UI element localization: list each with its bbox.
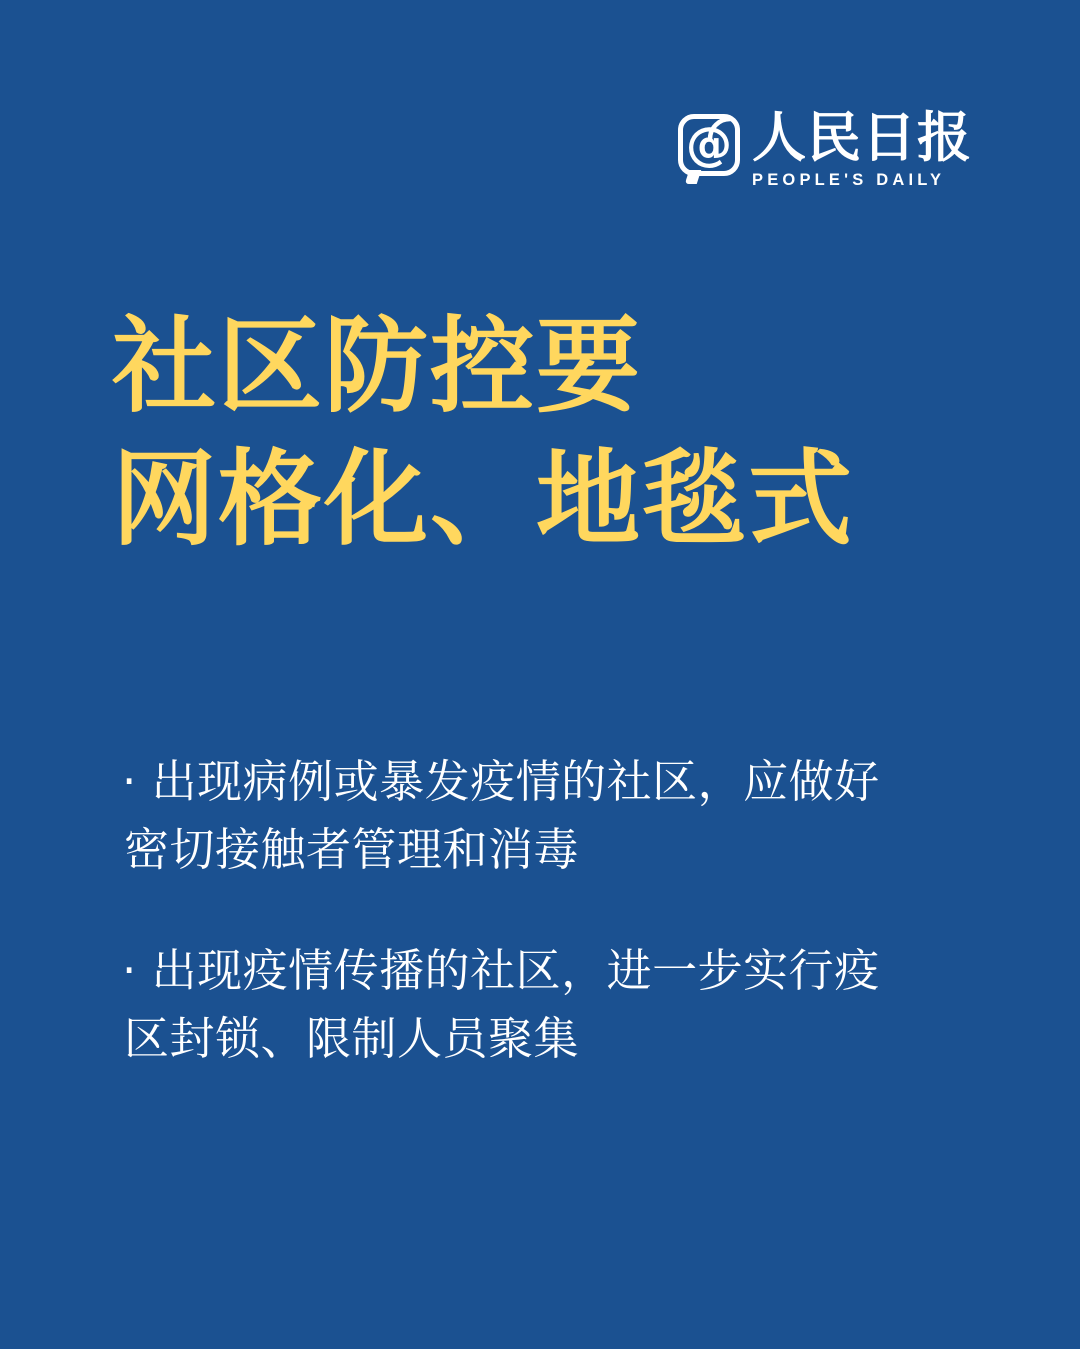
logo-text-group — [752, 106, 972, 190]
headline-line-2: 网格化、地毯式 — [112, 438, 855, 561]
at-sign-speech-bubble-icon — [678, 114, 740, 176]
headline-line-1: 社区防控要 — [112, 305, 643, 427]
list-item: · 出现疫情传播的社区，进一步实行疫区封锁、限制人员聚集 — [122, 943, 880, 1066]
page-title — [112, 300, 972, 566]
bullet-list — [124, 748, 924, 1074]
list-item: · 出现病例或暴发疫情的社区，应做好密切接触者管理和消毒 — [122, 755, 880, 877]
people-daily-logo — [678, 106, 972, 190]
logo-name-cn: 人民日报 — [752, 106, 972, 169]
logo-name-en: PEOPLE'S DAILY — [752, 170, 946, 189]
signal-waves-icon — [704, 113, 738, 147]
